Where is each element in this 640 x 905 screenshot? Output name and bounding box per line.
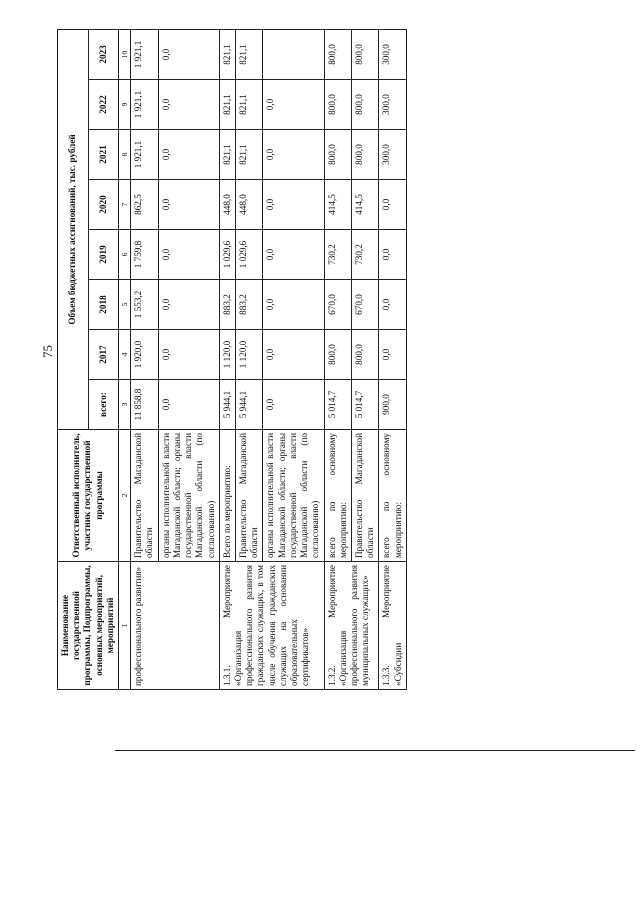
- cell-value: 821,1: [235, 80, 262, 130]
- header-year: 2017: [88, 330, 119, 380]
- column-index: 6: [119, 230, 131, 280]
- cell-total: 0,0: [263, 380, 324, 430]
- row-name: 1.3.1. Мероприятие «Организация профессионального развития гражданских служащих, в том числе обучения гражданских служащих на основании образовательных сертификатов»: [219, 562, 324, 690]
- cell-value: 800,0: [351, 29, 378, 79]
- cell-value: 821,1: [235, 29, 262, 79]
- cell-value: 1 921,1: [131, 130, 158, 180]
- row-executor: всего по основному мероприятию:: [324, 430, 351, 562]
- cell-value: 448,0: [219, 180, 235, 230]
- cell-value: 1 920,0: [131, 330, 158, 380]
- cell-value: [263, 29, 324, 79]
- cell-value: 670,0: [351, 280, 378, 330]
- cell-value: 0,0: [379, 280, 406, 330]
- row-executor: всего по основному мероприятию:: [379, 430, 406, 562]
- cell-total: 900,0: [379, 380, 406, 430]
- row-executor: Всего по мероприятию:: [219, 430, 235, 562]
- cell-value: 800,0: [351, 130, 378, 180]
- header-year: 2022: [88, 80, 119, 130]
- column-index: 4: [119, 330, 131, 380]
- cell-value: 0,0: [263, 80, 324, 130]
- cell-value: 862,5: [131, 180, 158, 230]
- cell-value: 821,1: [219, 29, 235, 79]
- column-index: 7: [119, 180, 131, 230]
- row-executor: Правительство Магаданской области: [131, 430, 158, 562]
- cell-value: 821,1: [219, 80, 235, 130]
- table-row: [219, 29, 235, 689]
- rotated-table-container: [57, 30, 607, 690]
- cell-value: 0,0: [379, 330, 406, 380]
- cell-value: 0,0: [158, 330, 219, 380]
- cell-value: 448,0: [235, 180, 262, 230]
- cell-value: 300,0: [379, 80, 406, 130]
- column-index: 9: [119, 80, 131, 130]
- cell-value: 1 553,2: [131, 280, 158, 330]
- row-executor: органы исполнительной власти Магаданской области; органы государственной власти Магаданской области (по согласованию): [263, 430, 324, 562]
- cell-value: 300,0: [379, 29, 406, 79]
- column-index-row: [119, 29, 131, 689]
- cell-value: 300,0: [379, 130, 406, 180]
- cell-value: 821,1: [219, 130, 235, 180]
- cell-value: 0,0: [379, 230, 406, 280]
- column-index: 8: [119, 130, 131, 180]
- cell-value: 0,0: [263, 280, 324, 330]
- column-index: 3: [119, 380, 131, 430]
- cell-value: 1 921,1: [131, 80, 158, 130]
- cell-value: 821,1: [235, 130, 262, 180]
- cell-value: 414,5: [351, 180, 378, 230]
- cell-value: 0,0: [158, 130, 219, 180]
- cell-value: 800,0: [324, 330, 351, 380]
- cell-value: 730,2: [324, 230, 351, 280]
- cell-value: 0,0: [263, 230, 324, 280]
- cell-value: 0,0: [263, 180, 324, 230]
- cell-value: 0,0: [158, 80, 219, 130]
- cell-value: 1 029,6: [219, 230, 235, 280]
- cell-value: 800,0: [324, 80, 351, 130]
- cell-value: 1 120,0: [219, 330, 235, 380]
- table-row: [324, 29, 351, 689]
- cell-value: 883,2: [235, 280, 262, 330]
- cell-value: 0,0: [263, 130, 324, 180]
- cell-total: 0,0: [158, 380, 219, 430]
- cell-value: 0,0: [158, 230, 219, 280]
- budget-table: [57, 29, 407, 690]
- cell-value: 800,0: [351, 80, 378, 130]
- cell-value: 0,0: [263, 330, 324, 380]
- cell-value: 800,0: [324, 130, 351, 180]
- cell-total: 5 014,7: [351, 380, 378, 430]
- row-name: 1.3.2. Мероприятие «Организация профессионального развития муниципальных служащих»: [324, 562, 379, 690]
- header-year: 2018: [88, 280, 119, 330]
- cell-value: 0,0: [379, 180, 406, 230]
- column-index: 10: [119, 29, 131, 79]
- cell-total: 5 944,1: [219, 380, 235, 430]
- page-number: 75: [40, 345, 55, 358]
- table-row: [131, 29, 158, 689]
- cell-total: 5 944,1: [235, 380, 262, 430]
- row-executor: Правительство Магаданской области: [351, 430, 378, 562]
- cell-value: 800,0: [324, 29, 351, 79]
- column-index: 5: [119, 280, 131, 330]
- cell-value: 1 120,0: [235, 330, 262, 380]
- cell-value: 0,0: [158, 29, 219, 79]
- cell-value: 883,2: [219, 280, 235, 330]
- cell-value: 1 759,8: [131, 230, 158, 280]
- column-index: 1: [119, 562, 131, 690]
- cell-value: 414,5: [324, 180, 351, 230]
- bottom-rule: [115, 750, 635, 751]
- cell-value: 1 921,1: [131, 29, 158, 79]
- header-executor: Ответственный исполнитель, участник государственной программы: [58, 430, 119, 562]
- row-name: профессионального развития»: [131, 562, 220, 690]
- header-year: 2019: [88, 230, 119, 280]
- cell-value: 800,0: [351, 330, 378, 380]
- row-executor: органы исполнительной власти Магаданской области; органы государственной власти Магаданской области (по согласованию): [158, 430, 219, 562]
- header-budget: Объем бюджетных ассигнований, тыс. рублей: [58, 29, 89, 429]
- cell-value: 1 029,6: [235, 230, 262, 280]
- row-name: 1.3.3. Мероприятие «Субсидии: [379, 562, 406, 690]
- row-executor: Правительство Магаданской области: [235, 430, 262, 562]
- header-year: 2023: [88, 29, 119, 79]
- header-row-top: [58, 29, 89, 689]
- header-total: всего:: [88, 380, 119, 430]
- cell-total: 11 858,8: [131, 380, 158, 430]
- cell-value: 730,2: [351, 230, 378, 280]
- header-year: 2021: [88, 130, 119, 180]
- cell-value: 0,0: [158, 280, 219, 330]
- table-row: [379, 29, 406, 689]
- cell-value: 0,0: [158, 180, 219, 230]
- column-index: 2: [119, 430, 131, 562]
- cell-value: 670,0: [324, 280, 351, 330]
- header-name: Наименование государственной программы, Подпрограммы, основных мероприятий, мероприятий: [58, 562, 119, 690]
- cell-total: 5 014,7: [324, 380, 351, 430]
- header-year: 2020: [88, 180, 119, 230]
